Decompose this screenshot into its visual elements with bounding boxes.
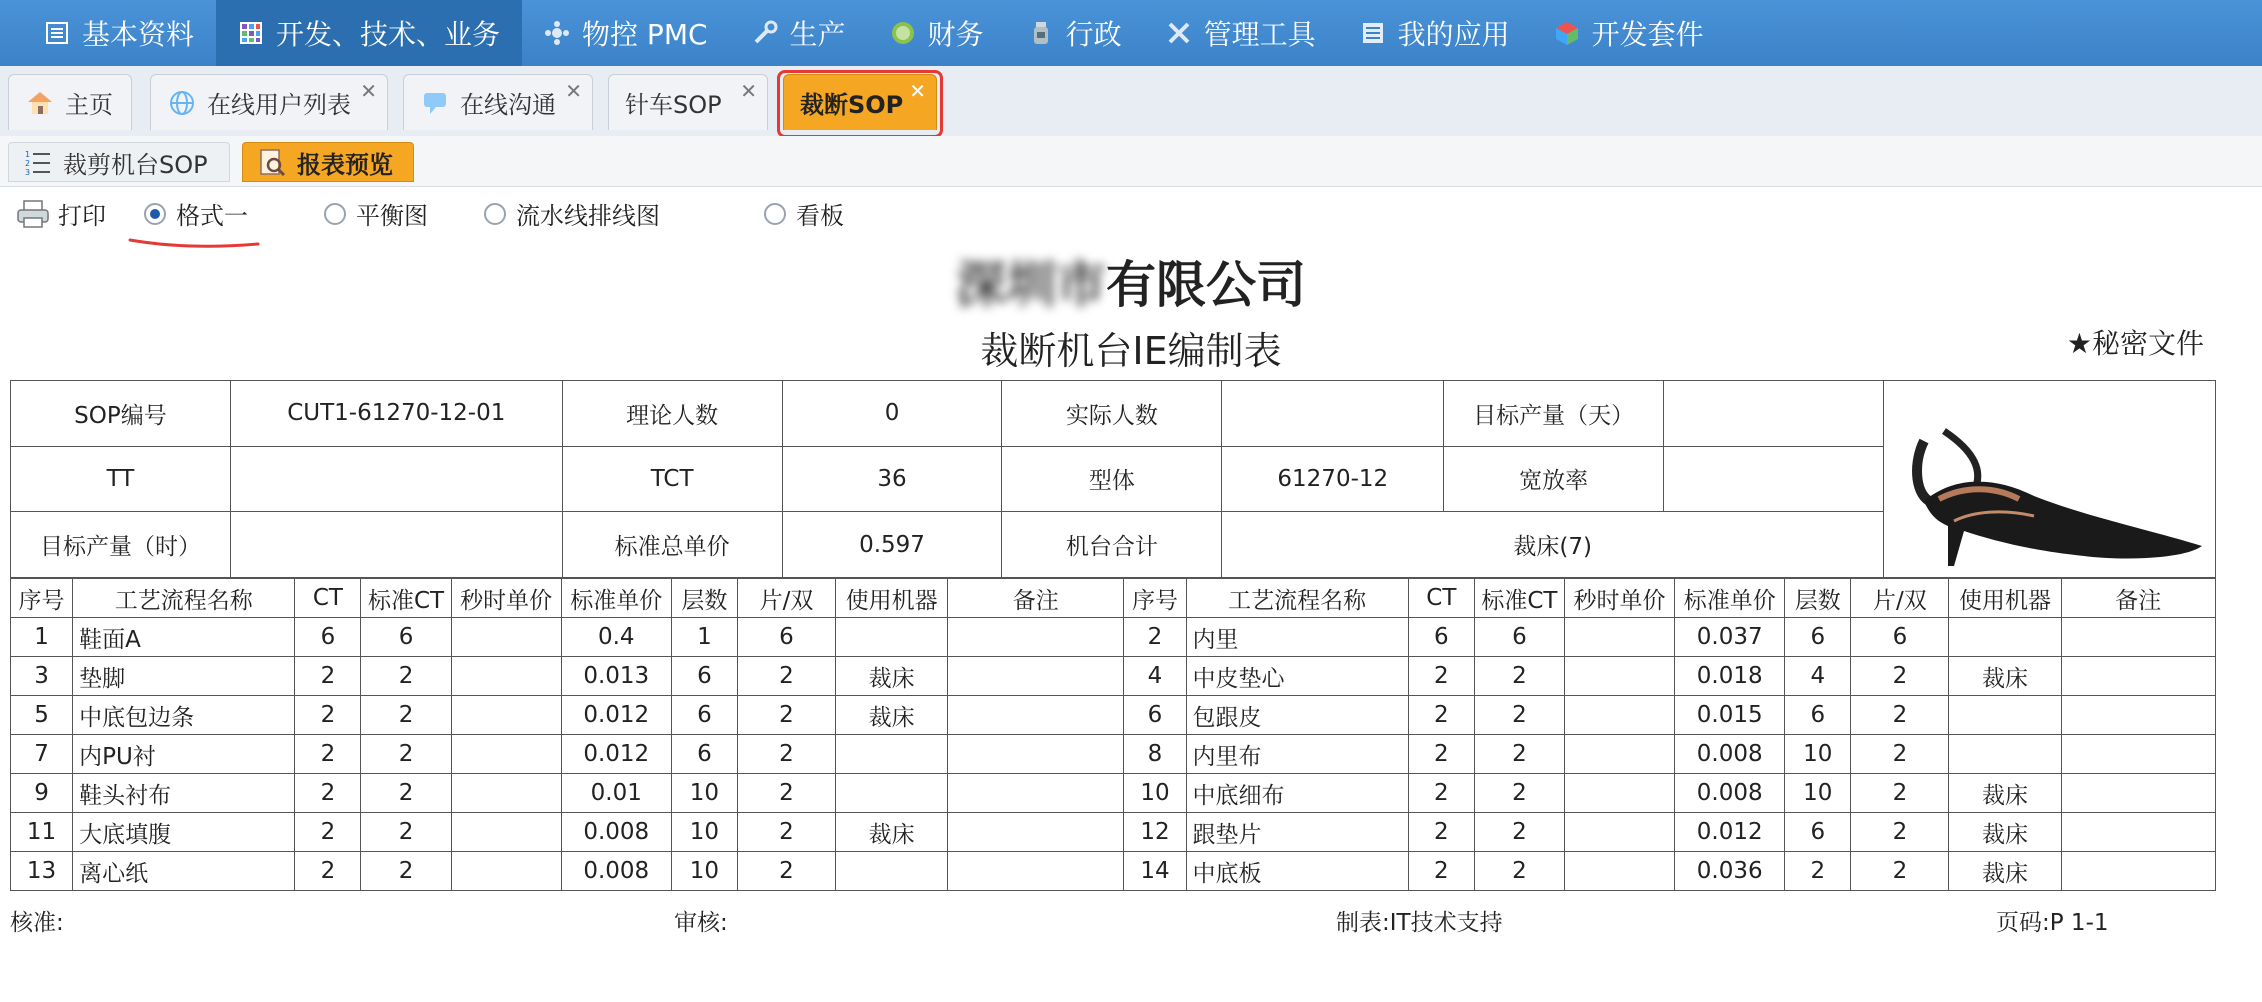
tab-bar bbox=[0, 66, 2262, 137]
cell-note bbox=[948, 657, 1124, 696]
home-icon bbox=[25, 88, 55, 118]
column-header: 标准单价 bbox=[561, 579, 671, 618]
cell-pcs: 2 bbox=[737, 774, 835, 813]
menu-dev-kit[interactable] bbox=[1532, 0, 1726, 66]
cell-price: 0.012 bbox=[561, 735, 671, 774]
menu-my-apps[interactable] bbox=[1338, 0, 1532, 66]
cell-price: 0.008 bbox=[1675, 735, 1785, 774]
cell-sec bbox=[1564, 774, 1674, 813]
cell-no: 2 bbox=[1124, 618, 1186, 657]
column-header: 层数 bbox=[1785, 579, 1851, 618]
cell-sec bbox=[1564, 618, 1674, 657]
cell-note bbox=[2061, 735, 2215, 774]
radio-selected[interactable] bbox=[144, 203, 166, 225]
subtab-label: 报表预览 bbox=[297, 150, 393, 179]
menu-finance[interactable] bbox=[868, 0, 1006, 66]
process-table bbox=[10, 578, 2216, 891]
machine-total-label: 机台合计 bbox=[1002, 512, 1222, 578]
tab-online-chat[interactable] bbox=[403, 74, 593, 130]
page-number: 页码:P 1-1 bbox=[1996, 910, 2109, 936]
cell-pcs: 2 bbox=[1851, 657, 1949, 696]
actual-staff-label: 实际人数 bbox=[1002, 381, 1222, 447]
cell-note bbox=[2061, 696, 2215, 735]
menu-label: 管理工具 bbox=[1203, 18, 1316, 51]
close-icon[interactable]: ✕ bbox=[565, 79, 582, 103]
cell-layers: 2 bbox=[1785, 852, 1851, 891]
menu-management-tools[interactable] bbox=[1144, 0, 1338, 66]
target-daily-value bbox=[1664, 381, 1884, 447]
cell-layers: 10 bbox=[1785, 735, 1851, 774]
cell-layers: 6 bbox=[1785, 618, 1851, 657]
printer-icon bbox=[16, 199, 50, 229]
target-hourly-value bbox=[230, 512, 562, 578]
cell-note bbox=[948, 735, 1124, 774]
cell-name: 中底板 bbox=[1186, 852, 1408, 891]
cell-machine: 裁床 bbox=[836, 657, 948, 696]
cell-pcs: 2 bbox=[737, 852, 835, 891]
cell-machine: 裁床 bbox=[1949, 813, 2061, 852]
theory-staff-label: 理论人数 bbox=[562, 381, 782, 447]
cell-name: 鞋头衬布 bbox=[73, 774, 295, 813]
cell-no: 1 bbox=[11, 618, 73, 657]
subtab-cutting-machine-sop[interactable] bbox=[8, 142, 230, 182]
cell-price: 0.036 bbox=[1675, 852, 1785, 891]
cell-price: 0.012 bbox=[561, 696, 671, 735]
cell-pcs: 2 bbox=[1851, 735, 1949, 774]
wrench-icon bbox=[752, 20, 778, 46]
cell-pcs: 2 bbox=[1851, 852, 1949, 891]
cell-layers: 10 bbox=[671, 852, 737, 891]
cell-machine: 裁床 bbox=[1949, 774, 2061, 813]
cell-note bbox=[948, 774, 1124, 813]
cell-sct: 2 bbox=[361, 657, 451, 696]
allowance-label: 宽放率 bbox=[1444, 446, 1664, 512]
subtab-report-preview[interactable] bbox=[242, 142, 414, 182]
cell-sct: 6 bbox=[1474, 618, 1564, 657]
tab-label: 在线用户列表 bbox=[207, 91, 351, 119]
cell-name: 内里 bbox=[1186, 618, 1408, 657]
cell-sct: 2 bbox=[361, 696, 451, 735]
menu-label: 财务 bbox=[927, 18, 984, 51]
table-row bbox=[11, 774, 2216, 813]
menu-label: 开发套件 bbox=[1591, 18, 1704, 51]
cell-sec bbox=[451, 852, 561, 891]
column-header: 片/双 bbox=[1851, 579, 1949, 618]
cell-no: 4 bbox=[1124, 657, 1186, 696]
cell-name: 中皮垫心 bbox=[1186, 657, 1408, 696]
cell-layers: 10 bbox=[671, 774, 737, 813]
company-name-blurred: 深圳市 bbox=[956, 256, 1106, 314]
std-total-price-label: 标准总单价 bbox=[562, 512, 782, 578]
cell-price: 0.008 bbox=[561, 813, 671, 852]
table-row bbox=[11, 657, 2216, 696]
cell-sec bbox=[1564, 852, 1674, 891]
cell-pcs: 2 bbox=[737, 735, 835, 774]
cell-pcs: 2 bbox=[737, 696, 835, 735]
cell-pcs: 2 bbox=[1851, 696, 1949, 735]
approve-label: 核准: bbox=[10, 910, 64, 936]
cell-ct: 2 bbox=[295, 813, 361, 852]
cell-sct: 2 bbox=[361, 735, 451, 774]
cell-sct: 2 bbox=[361, 852, 451, 891]
cell-machine: 裁床 bbox=[836, 696, 948, 735]
cell-sec bbox=[451, 735, 561, 774]
cell-no: 12 bbox=[1124, 813, 1186, 852]
radio-label: 看板 bbox=[796, 202, 844, 230]
sop-value: CUT1-61270-12-01 bbox=[230, 381, 562, 447]
column-header: 备注 bbox=[948, 579, 1124, 618]
cell-price: 0.015 bbox=[1675, 696, 1785, 735]
cell-name: 中底包边条 bbox=[73, 696, 295, 735]
cell-no: 3 bbox=[11, 657, 73, 696]
cell-ct: 2 bbox=[1408, 813, 1474, 852]
cell-price: 0.012 bbox=[1675, 813, 1785, 852]
cell-sec bbox=[451, 813, 561, 852]
target-daily-label: 目标产量（天） bbox=[1444, 381, 1664, 447]
column-header: 秒时单价 bbox=[451, 579, 561, 618]
cell-machine: 裁床 bbox=[1949, 852, 2061, 891]
cell-sct: 2 bbox=[1474, 852, 1564, 891]
cell-pcs: 2 bbox=[1851, 813, 1949, 852]
cell-price: 0.018 bbox=[1675, 657, 1785, 696]
report-search-icon bbox=[257, 147, 287, 177]
cell-name: 离心纸 bbox=[73, 852, 295, 891]
std-total-price-value: 0.597 bbox=[782, 512, 1002, 578]
cell-pcs: 2 bbox=[737, 657, 835, 696]
cell-sct: 2 bbox=[1474, 657, 1564, 696]
cell-price: 0.4 bbox=[561, 618, 671, 657]
tab-sewing-sop[interactable] bbox=[608, 74, 768, 130]
globe-icon bbox=[167, 88, 197, 118]
tab-label: 主页 bbox=[65, 91, 113, 119]
cell-no: 9 bbox=[11, 774, 73, 813]
cell-layers: 1 bbox=[671, 618, 737, 657]
cell-ct: 2 bbox=[1408, 696, 1474, 735]
cell-price: 0.01 bbox=[561, 774, 671, 813]
cell-no: 7 bbox=[11, 735, 73, 774]
cell-pcs: 6 bbox=[1851, 618, 1949, 657]
cell-sct: 2 bbox=[361, 813, 451, 852]
cell-pcs: 6 bbox=[737, 618, 835, 657]
cell-sec bbox=[1564, 657, 1674, 696]
print-button[interactable] bbox=[16, 196, 106, 231]
cell-name: 包跟皮 bbox=[1186, 696, 1408, 735]
table-row bbox=[11, 696, 2216, 735]
cell-machine bbox=[836, 735, 948, 774]
shoe-image bbox=[1883, 381, 2215, 578]
cell-sec bbox=[451, 774, 561, 813]
chat-icon bbox=[420, 88, 450, 118]
tab-label: 在线沟通 bbox=[460, 91, 556, 119]
bottle-icon bbox=[1028, 20, 1054, 46]
cell-ct: 2 bbox=[1408, 735, 1474, 774]
company-name-suffix: 有限公司 bbox=[1106, 256, 1306, 314]
grid-icon bbox=[44, 20, 70, 46]
cell-layers: 10 bbox=[1785, 774, 1851, 813]
column-header: 标准CT bbox=[1474, 579, 1564, 618]
sop-label: SOP编号 bbox=[11, 381, 231, 447]
cell-machine bbox=[836, 618, 948, 657]
menu-label: 生产 bbox=[789, 18, 846, 51]
cell-machine: 裁床 bbox=[836, 813, 948, 852]
cell-no: 11 bbox=[11, 813, 73, 852]
theory-staff-value: 0 bbox=[782, 381, 1002, 447]
cell-ct: 2 bbox=[1408, 852, 1474, 891]
cell-layers: 10 bbox=[671, 813, 737, 852]
menu-label: 开发、技术、业务 bbox=[276, 18, 501, 51]
cell-no: 14 bbox=[1124, 852, 1186, 891]
cell-sec bbox=[1564, 696, 1674, 735]
menu-basic-data[interactable] bbox=[0, 0, 216, 66]
cell-price: 0.008 bbox=[561, 852, 671, 891]
radio-assembly-line-chart[interactable] bbox=[484, 196, 660, 231]
cell-sec bbox=[1564, 735, 1674, 774]
cell-ct: 2 bbox=[295, 852, 361, 891]
radio-kanban[interactable] bbox=[764, 196, 844, 231]
tt-value bbox=[230, 446, 562, 512]
column-header: 层数 bbox=[671, 579, 737, 618]
close-icon[interactable]: ✕ bbox=[360, 79, 377, 103]
cell-note bbox=[948, 618, 1124, 657]
cell-name: 中底细布 bbox=[1186, 774, 1408, 813]
menu-dev-tech-biz[interactable] bbox=[216, 0, 522, 66]
cell-ct: 2 bbox=[295, 735, 361, 774]
sop-info-table bbox=[10, 380, 2216, 578]
cell-layers: 6 bbox=[671, 657, 737, 696]
cell-sct: 2 bbox=[1474, 735, 1564, 774]
svg-text:3: 3 bbox=[25, 168, 31, 176]
cell-price: 0.037 bbox=[1675, 618, 1785, 657]
table-row bbox=[11, 735, 2216, 774]
cell-no: 8 bbox=[1124, 735, 1186, 774]
column-header: CT bbox=[295, 579, 361, 618]
tab-label: 裁断SOP bbox=[800, 91, 904, 119]
maker-label: 制表:IT技术支持 bbox=[1336, 910, 1503, 936]
cell-no: 10 bbox=[1124, 774, 1186, 813]
cell-no: 5 bbox=[11, 696, 73, 735]
menu-production[interactable] bbox=[730, 0, 868, 66]
cell-layers: 6 bbox=[1785, 696, 1851, 735]
print-label: 打印 bbox=[58, 202, 106, 230]
allowance-value bbox=[1664, 446, 1884, 512]
subtab-bar bbox=[0, 136, 2262, 187]
column-header: 工艺流程名称 bbox=[73, 579, 295, 618]
radio-unselected[interactable] bbox=[324, 203, 346, 225]
cell-sct: 2 bbox=[361, 774, 451, 813]
table-row bbox=[11, 813, 2216, 852]
cell-note bbox=[948, 696, 1124, 735]
column-header: 片/双 bbox=[737, 579, 835, 618]
radio-unselected[interactable] bbox=[764, 203, 786, 225]
cell-machine bbox=[1949, 618, 2061, 657]
column-header: 使用机器 bbox=[1949, 579, 2061, 618]
actual-staff-value bbox=[1222, 381, 1444, 447]
column-header: 工艺流程名称 bbox=[1186, 579, 1408, 618]
cell-sec bbox=[451, 618, 561, 657]
cell-layers: 4 bbox=[1785, 657, 1851, 696]
confidential-label: ★秘密文件 bbox=[2066, 327, 2204, 360]
cell-note bbox=[2061, 618, 2215, 657]
cell-note bbox=[2061, 774, 2215, 813]
annotation-highlight-box bbox=[777, 70, 943, 138]
cell-sct: 6 bbox=[361, 618, 451, 657]
cell-sct: 2 bbox=[1474, 813, 1564, 852]
table-icon bbox=[238, 20, 264, 46]
close-icon[interactable]: ✕ bbox=[740, 79, 757, 103]
top-menu-bar bbox=[0, 0, 2262, 66]
review-label: 审核: bbox=[674, 910, 728, 936]
cell-sec bbox=[451, 657, 561, 696]
menu-label: 我的应用 bbox=[1397, 18, 1510, 51]
cell-no: 6 bbox=[1124, 696, 1186, 735]
cell-no: 13 bbox=[11, 852, 73, 891]
cell-ct: 2 bbox=[1408, 657, 1474, 696]
cell-ct: 2 bbox=[295, 774, 361, 813]
subtab-label: 裁剪机台SOP bbox=[63, 150, 208, 179]
column-header: 秒时单价 bbox=[1564, 579, 1674, 618]
svg-text:1: 1 bbox=[25, 150, 31, 159]
tt-label: TT bbox=[11, 446, 231, 512]
cell-ct: 2 bbox=[1408, 774, 1474, 813]
machine-total-value: 裁床(7) bbox=[1222, 512, 1884, 578]
tct-label: TCT bbox=[562, 446, 782, 512]
radio-balance-chart[interactable] bbox=[324, 196, 428, 231]
column-header: CT bbox=[1408, 579, 1474, 618]
cell-layers: 6 bbox=[1785, 813, 1851, 852]
column-header: 序号 bbox=[1124, 579, 1186, 618]
cell-ct: 2 bbox=[295, 657, 361, 696]
model-value: 61270-12 bbox=[1222, 446, 1444, 512]
cell-machine bbox=[836, 852, 948, 891]
cell-machine bbox=[1949, 696, 2061, 735]
cell-ct: 2 bbox=[295, 696, 361, 735]
network-icon bbox=[544, 20, 570, 46]
tab-home[interactable] bbox=[8, 74, 132, 130]
radio-unselected[interactable] bbox=[484, 203, 506, 225]
shoe-illustration bbox=[1884, 381, 2214, 571]
table-header-row bbox=[11, 579, 2216, 618]
cell-name: 大底填腹 bbox=[73, 813, 295, 852]
cell-pcs: 2 bbox=[737, 813, 835, 852]
company-name bbox=[0, 245, 2262, 317]
cell-pcs: 2 bbox=[1851, 774, 1949, 813]
radio-label: 平衡图 bbox=[356, 202, 428, 230]
cell-sct: 2 bbox=[1474, 696, 1564, 735]
tab-label: 针车SOP bbox=[625, 91, 722, 119]
radio-label: 格式一 bbox=[176, 202, 248, 230]
cell-machine bbox=[1949, 735, 2061, 774]
cell-name: 内里布 bbox=[1186, 735, 1408, 774]
cell-name: 鞋面A bbox=[73, 618, 295, 657]
menu-label: 行政 bbox=[1065, 18, 1122, 51]
cube-icon bbox=[1554, 20, 1580, 46]
cell-note bbox=[2061, 657, 2215, 696]
tct-value: 36 bbox=[782, 446, 1002, 512]
column-header: 序号 bbox=[11, 579, 73, 618]
column-header: 备注 bbox=[2061, 579, 2215, 618]
menu-pmc[interactable] bbox=[522, 0, 730, 66]
tools-icon bbox=[1166, 20, 1192, 46]
cell-price: 0.013 bbox=[561, 657, 671, 696]
cell-note bbox=[948, 813, 1124, 852]
close-icon[interactable]: ✕ bbox=[909, 79, 926, 103]
cell-name: 跟垫片 bbox=[1186, 813, 1408, 852]
svg-text:2: 2 bbox=[25, 159, 31, 168]
cell-sec bbox=[451, 696, 561, 735]
cell-name: 内PU衬 bbox=[73, 735, 295, 774]
numbered-list-icon bbox=[23, 147, 53, 177]
column-header: 标准CT bbox=[361, 579, 451, 618]
tab-online-users[interactable] bbox=[150, 74, 388, 130]
model-label: 型体 bbox=[1002, 446, 1222, 512]
cell-machine bbox=[836, 774, 948, 813]
target-hourly-label: 目标产量（时） bbox=[11, 512, 231, 578]
cell-name: 垫脚 bbox=[73, 657, 295, 696]
cell-layers: 6 bbox=[671, 696, 737, 735]
cell-layers: 6 bbox=[671, 735, 737, 774]
menu-label: 物控 PMC bbox=[582, 18, 708, 51]
table-row bbox=[11, 618, 2216, 657]
report-options-bar bbox=[0, 190, 2262, 234]
cell-ct: 6 bbox=[1408, 618, 1474, 657]
table-row bbox=[11, 852, 2216, 891]
menu-label: 基本资料 bbox=[82, 18, 195, 51]
cell-note bbox=[2061, 813, 2215, 852]
column-header: 使用机器 bbox=[836, 579, 948, 618]
coin-icon bbox=[890, 20, 916, 46]
cell-note bbox=[948, 852, 1124, 891]
cell-machine: 裁床 bbox=[1949, 657, 2061, 696]
radio-label: 流水线排线图 bbox=[516, 202, 660, 230]
report-title: 裁断机台IE编制表 bbox=[980, 329, 1282, 373]
cell-price: 0.008 bbox=[1675, 774, 1785, 813]
column-header: 标准单价 bbox=[1675, 579, 1785, 618]
cell-sec bbox=[1564, 813, 1674, 852]
cell-sct: 2 bbox=[1474, 774, 1564, 813]
menu-admin[interactable] bbox=[1006, 0, 1144, 66]
cell-ct: 6 bbox=[295, 618, 361, 657]
list-icon bbox=[1360, 20, 1386, 46]
radio-format-one[interactable] bbox=[144, 196, 248, 231]
cell-note bbox=[2061, 852, 2215, 891]
